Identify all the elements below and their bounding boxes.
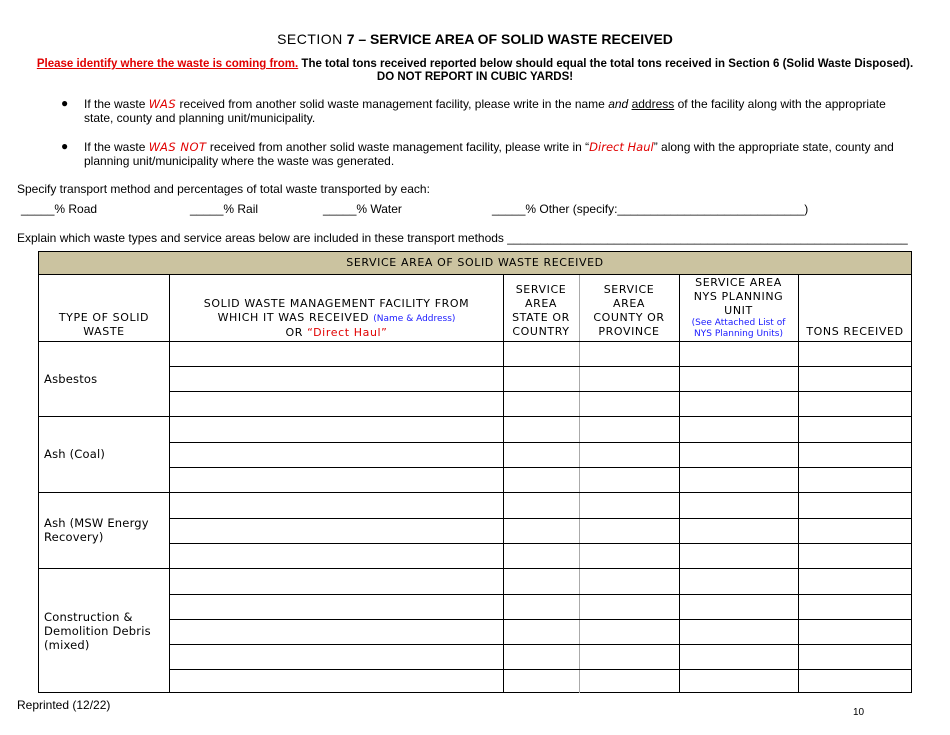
cell-county[interactable] <box>580 544 678 568</box>
cell-facility[interactable] <box>170 468 502 492</box>
cell-tons[interactable] <box>799 544 911 568</box>
direct-haul-red-text: Direct Haul <box>589 140 654 154</box>
water-percent-field[interactable]: _____% Water <box>323 202 402 216</box>
row-label-asbestos: Asbestos <box>44 372 98 386</box>
cell-facility[interactable] <box>170 595 502 619</box>
section-title <box>0 31 950 47</box>
header-nys-planning-unit: SERVICE AREA NYS PLANNING UNIT (See Attached List of NYS Planning Units) <box>691 276 786 339</box>
cell-state[interactable] <box>504 417 578 442</box>
cell-nys-unit[interactable] <box>680 595 797 619</box>
instructions-notice <box>0 58 950 84</box>
cell-state[interactable] <box>504 620 578 644</box>
header-county: SERVICE AREA COUNTY OR PROVINCE <box>593 283 665 338</box>
cell-state[interactable] <box>504 443 578 467</box>
rail-percent-field[interactable]: _____% Rail <box>190 202 259 216</box>
bullet-dot: ● <box>61 139 69 153</box>
cell-county[interactable] <box>580 670 678 692</box>
header-state: SERVICE AREA STATE OR COUNTRY <box>512 283 570 338</box>
cell-tons[interactable] <box>799 443 911 467</box>
section-number: 7 <box>346 31 355 47</box>
cell-county[interactable] <box>580 595 678 619</box>
notice-line1: The total tons received reported below should equal the total tons received in Section 6 (Solid Waste Disposed). <box>301 58 914 70</box>
cell-tons[interactable] <box>799 670 911 692</box>
header-facility: SOLID WASTE MANAGEMENT FACILITY FROM WHICH IT WAS RECEIVED (Name & Address) OR “Direct Haul” <box>203 297 470 339</box>
cell-tons[interactable] <box>799 468 911 492</box>
cell-facility[interactable] <box>170 493 502 518</box>
cell-nys-unit[interactable] <box>680 519 797 543</box>
other-percent-field[interactable]: _____% Other (specify:____________________________) <box>492 202 809 216</box>
cell-state[interactable] <box>504 367 578 391</box>
cell-county[interactable] <box>580 468 678 492</box>
cell-state[interactable] <box>504 493 578 518</box>
cell-nys-unit[interactable] <box>680 620 797 644</box>
cell-nys-unit[interactable] <box>680 417 797 442</box>
cell-state[interactable] <box>504 569 578 594</box>
cell-county[interactable] <box>580 392 678 416</box>
cell-tons[interactable] <box>799 342 911 366</box>
cell-tons[interactable] <box>799 620 911 644</box>
cell-facility[interactable] <box>170 519 502 543</box>
cell-state[interactable] <box>504 595 578 619</box>
cell-nys-unit[interactable] <box>680 392 797 416</box>
cell-nys-unit[interactable] <box>680 468 797 492</box>
row-label-ash-coal: Ash (Coal) <box>44 447 106 461</box>
cell-state[interactable] <box>504 342 578 366</box>
notice-red-text: Please identify where the waste is coming from. <box>36 58 299 70</box>
cell-nys-unit[interactable] <box>680 544 797 568</box>
table-banner: SERVICE AREA OF SOLID WASTE RECEIVED <box>38 251 912 275</box>
cell-tons[interactable] <box>799 417 911 442</box>
cell-nys-unit[interactable] <box>680 493 797 518</box>
cell-facility[interactable] <box>170 367 502 391</box>
cell-facility[interactable] <box>170 392 502 416</box>
bullet-dot: ● <box>61 96 69 110</box>
page-number: 10 <box>853 707 865 718</box>
transport-prompt: Specify transport method and percentages of total waste transported by each: <box>17 182 430 196</box>
cell-county[interactable] <box>580 569 678 594</box>
cell-state[interactable] <box>504 468 578 492</box>
section-prefix: SECTION <box>277 31 343 47</box>
header-type-of-waste: TYPE OF SOLID WASTE <box>58 311 150 338</box>
cell-facility[interactable] <box>170 417 502 442</box>
cell-facility[interactable] <box>170 342 502 366</box>
cell-nys-unit[interactable] <box>680 670 797 692</box>
reprinted-date: Reprinted (12/22) <box>17 698 111 712</box>
cell-state[interactable] <box>504 392 578 416</box>
cell-county[interactable] <box>580 443 678 467</box>
cell-nys-unit[interactable] <box>680 645 797 669</box>
cell-facility[interactable] <box>170 620 502 644</box>
cell-nys-unit[interactable] <box>680 443 797 467</box>
section-heading: – SERVICE AREA OF SOLID WASTE RECEIVED <box>358 31 673 47</box>
cell-nys-unit[interactable] <box>680 342 797 366</box>
header-tons-received: TONS RECEIVED <box>806 325 904 338</box>
cell-county[interactable] <box>580 367 678 391</box>
cell-tons[interactable] <box>799 493 911 518</box>
was-red-text: WAS <box>148 97 177 111</box>
row-label-cd-debris: Construction & Demolition Debris (mixed) <box>44 610 151 652</box>
cell-nys-unit[interactable] <box>680 367 797 391</box>
cell-facility[interactable] <box>170 645 502 669</box>
cell-nys-unit[interactable] <box>680 569 797 594</box>
cell-facility[interactable] <box>170 443 502 467</box>
notice-line2: DO NOT REPORT IN CUBIC YARDS! <box>376 71 574 83</box>
cell-state[interactable] <box>504 670 578 692</box>
cell-county[interactable] <box>580 519 678 543</box>
cell-tons[interactable] <box>799 392 911 416</box>
cell-tons[interactable] <box>799 519 911 543</box>
cell-state[interactable] <box>504 519 578 543</box>
cell-county[interactable] <box>580 493 678 518</box>
cell-facility[interactable] <box>170 670 502 692</box>
cell-state[interactable] <box>504 645 578 669</box>
cell-tons[interactable] <box>799 595 911 619</box>
cell-tons[interactable] <box>799 645 911 669</box>
cell-tons[interactable] <box>799 569 911 594</box>
cell-county[interactable] <box>580 620 678 644</box>
cell-county[interactable] <box>580 645 678 669</box>
cell-county[interactable] <box>580 417 678 442</box>
cell-facility[interactable] <box>170 544 502 568</box>
cell-state[interactable] <box>504 544 578 568</box>
explain-transport-field[interactable]: Explain which waste types and service areas below are included in these transport methods ____________________________________________________________ <box>17 231 908 245</box>
road-percent-field[interactable]: _____% Road <box>21 202 98 216</box>
cell-tons[interactable] <box>799 367 911 391</box>
cell-facility[interactable] <box>170 569 502 594</box>
cell-county[interactable] <box>580 342 678 366</box>
was-not-red-text: WAS NOT <box>148 140 207 154</box>
row-label-ash-msw: Ash (MSW Energy Recovery) <box>44 516 149 544</box>
